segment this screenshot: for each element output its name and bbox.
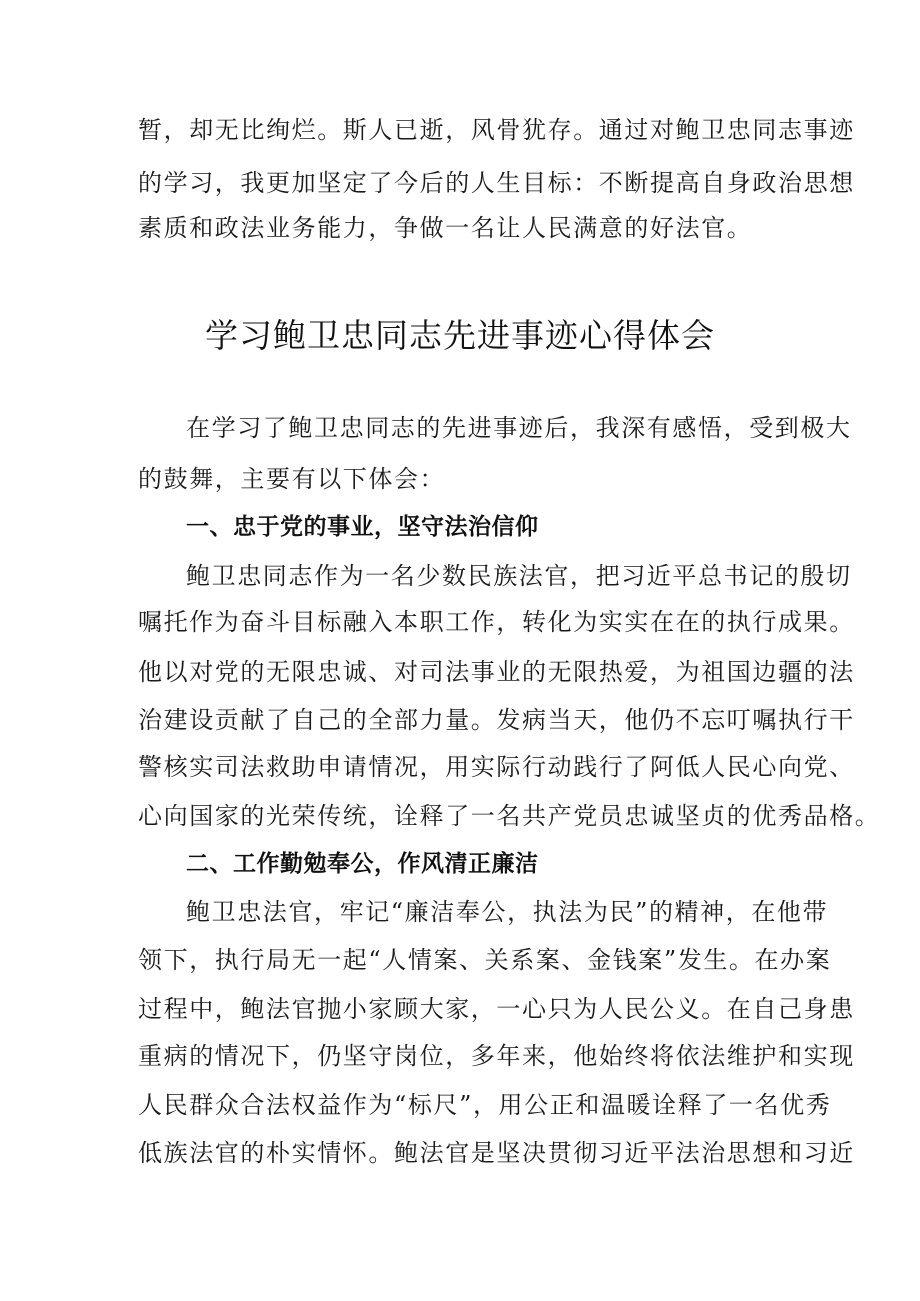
- opening-line-2: 的鼓舞，主要有以下体会：: [138, 465, 446, 493]
- section-2-line-6: 低族法官的朴实情怀。鲍法官是坚决贯彻习近平法治思想和习近: [138, 1139, 855, 1167]
- section-2-line-2: 领下，执行局无一起“人情案、关系案、金钱案”发生。在办案: [138, 946, 832, 974]
- intro-line-3: 素质和政法业务能力，争做一名让人民满意的好法官。: [138, 214, 753, 242]
- section-2-line-5: 人民群众合法权益作为“标尺”，用公正和温暖诠释了一名优秀: [138, 1091, 832, 1119]
- section-1-heading: 一、忠于党的事业，坚守法治信仰: [186, 514, 539, 540]
- section-1-line-1: 鲍卫忠同志作为一名少数民族法官，把习近平总书记的殷切: [186, 562, 852, 590]
- section-1-line-6: 心向国家的光荣传统，诠释了一名共产党员忠诚坚贞的优秀品格。: [138, 802, 881, 830]
- section-2-line-4: 重病的情况下，仍坚守岗位，多年来，他始终将依法维护和实现: [138, 1042, 855, 1070]
- section-1-line-3: 他以对党的无限忠诚、对司法事业的无限热爱，为祖国边疆的法: [138, 658, 855, 686]
- opening-line-1: 在学习了鲍卫忠同志的先进事迹后，我深有感悟，受到极大: [186, 414, 852, 442]
- section-1-line-4: 治建设贡献了自己的全部力量。发病当天，他仍不忘叮嘱执行干: [138, 706, 855, 734]
- section-2-line-1: 鲍卫忠法官，牢记“廉洁奉公，执法为民”的精神，在他带: [186, 898, 829, 926]
- article-title: 学习鲍卫忠同志先进事迹心得体会: [205, 316, 715, 355]
- section-2-heading: 二、工作勤勉奉公，作风清正廉洁: [186, 851, 539, 877]
- section-2-line-3: 过程中，鲍法官抛小家顾大家，一心只为人民公义。在自己身患: [138, 995, 855, 1023]
- section-1-line-2: 嘱托作为奋斗目标融入本职工作，转化为实实在在的执行成果。: [138, 608, 855, 636]
- intro-line-2: 的学习，我更加坚定了今后的人生目标：不断提高自身政治思想: [138, 169, 855, 197]
- intro-line-1: 暂，却无比绚烂。斯人已逝，风骨犹存。通过对鲍卫忠同志事迹: [138, 116, 855, 144]
- section-1-line-5: 警核实司法救助申请情况，用实际行动践行了阿低人民心向党、: [138, 753, 855, 781]
